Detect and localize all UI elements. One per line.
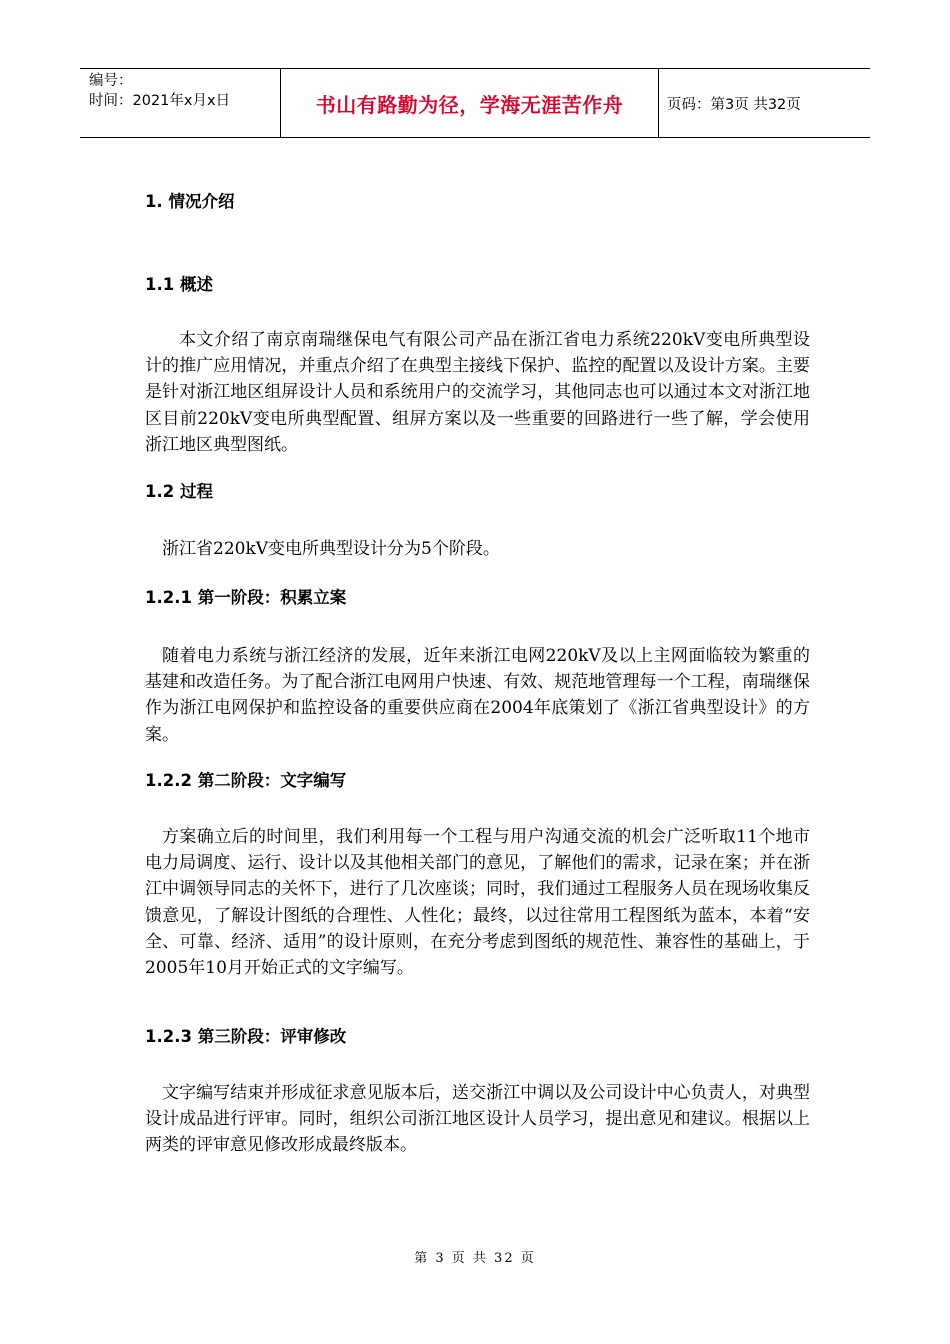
time-label: 时间：2021年x月x日 — [89, 93, 231, 109]
section-heading-1-2-2: 1.2.2 第二阶段：文字编写 — [145, 771, 347, 790]
header-meta — [80, 69, 281, 137]
paragraph-stage-2: 方案确立后的时间里，我们利用每一个工程与用户沟通交流的机会广泛听取11个地市电力局调度、运行、设计以及其他相关部门的意见，了解他们的需求，记录在案；并在浙江中调领导同志的关怀下，进行了几次座谈；同时，我们通过工程服务人员在现场收集反馈意见，了解设计图纸的合理性、人性化；最终，以过往常用工程图纸为蓝本，本着“安全、可靠、经济、适用”的设计原则，在充分考虑到图纸的规范性、兼容性的基础上，于2005年10月开始正式的文字编写。 — [145, 827, 810, 979]
page-header — [80, 68, 870, 138]
paragraph-stage-3: 文字编写结束并形成征求意见版本后，送交浙江中调以及公司设计中心负责人，对典型设计成品进行评审。同时，组织公司浙江地区设计人员学习，提出意见和建议。根据以上两类的评审意见修改形成最终版本。 — [145, 1083, 810, 1156]
section-heading-1: 1. 情况介绍 — [145, 192, 235, 211]
section-heading-1-2-3: 1.2.3 第三阶段：评审修改 — [145, 1027, 347, 1046]
section-heading-1-2-1: 1.2.1 第一阶段：积累立案 — [145, 588, 347, 607]
page-footer: 第 3 页 共 32 页 — [414, 1251, 536, 1266]
section-heading-1-1: 1.1 概述 — [145, 275, 213, 294]
header-motto: 书山有路勤为径，学海无涯苦作舟 — [281, 69, 659, 137]
paragraph-stage-1: 随着电力系统与浙江经济的发展，近年来浙江电网220kV及以上主网面临较为繁重的基建和改造任务。为了配合浙江电网用户快速、有效、规范地管理每一个工程，南瑞继保作为浙江电网保护和监控设备的重要供应商在2004年底策划了《浙江省典型设计》的方案。 — [145, 646, 810, 745]
section-heading-1-2: 1.2 过程 — [145, 482, 213, 501]
number-label: 编号： — [89, 73, 133, 89]
paragraph-process: 浙江省220kV变电所典型设计分为5个阶段。 — [162, 539, 500, 559]
paragraph-overview: 本文介绍了南京南瑞继保电气有限公司产品在浙江省电力系统220kV变电所典型设计的推广应用情况，并重点介绍了在典型主接线下保护、监控的配置以及设计方案。主要是针对浙江地区组屏设计人员和系统用户的交流学习，其他同志也可以通过本文对浙江地区目前220kV变电所典型配置、组屏方案以及一些重要的回路进行一些了解，学会使用浙江地区典型图纸。 — [145, 330, 810, 455]
header-page-label: 页码：第3页 共32页 — [667, 96, 801, 113]
